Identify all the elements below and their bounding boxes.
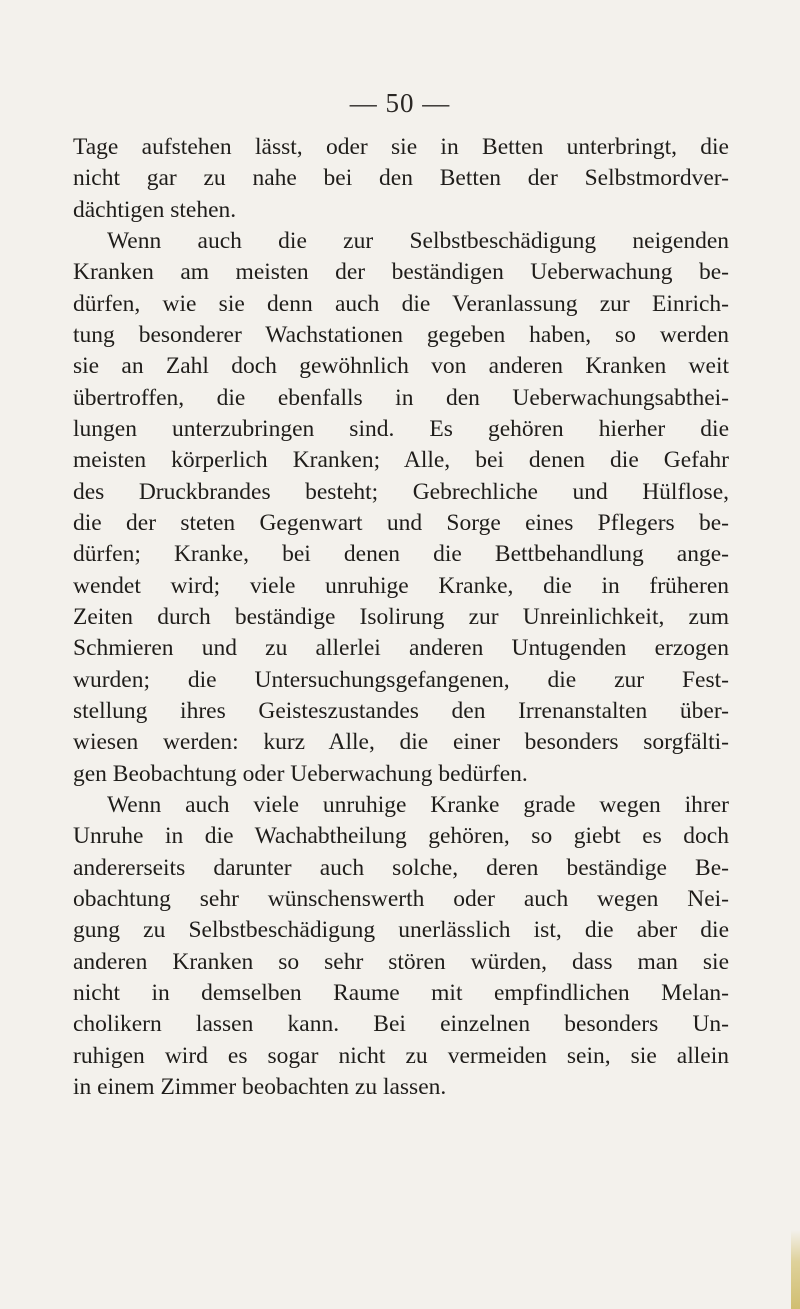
text-line: Schmieren und zu allerlei anderen Untugenden erzogen bbox=[73, 635, 729, 662]
text-line: Wenn auch viele unruhige Kranke grade wegen ihrer bbox=[107, 791, 729, 818]
text-line: nicht in demselben Raume mit empfindlichen Melan- bbox=[73, 979, 729, 1006]
text-line: meisten körperlich Kranken; Alle, bei denen die Gefahr bbox=[73, 447, 729, 474]
text-line: dürfen, wie sie denn auch die Veranlassung zur Einrich- bbox=[73, 290, 729, 317]
text-line: tung besonderer Wachstationen gegeben haben, so werden bbox=[73, 321, 729, 348]
text-line: anderen Kranken so sehr stören würden, dass man sie bbox=[73, 948, 729, 975]
text-line: gen Beobachtung oder Ueberwachung bedürfen. bbox=[73, 760, 528, 787]
text-line: übertroffen, die ebenfalls in den Ueberwachungsabthei- bbox=[73, 384, 729, 411]
text-line: in einem Zimmer beobachten zu lassen. bbox=[73, 1073, 447, 1100]
text-line: Tage aufstehen lässt, oder sie in Betten unterbringt, die bbox=[73, 134, 729, 160]
text-line: lungen unterzubringen sind. Es gehören hierher die bbox=[73, 415, 729, 442]
text-line: des Druckbrandes besteht; Gebrechliche und Hülflose, bbox=[73, 478, 729, 505]
text-line: dächtigen stehen. bbox=[73, 196, 237, 223]
text-line: gung zu Selbstbeschädigung unerlässlich ist, die aber die bbox=[73, 917, 729, 944]
text-line: Wenn auch die zur Selbstbeschädigung neigenden bbox=[107, 227, 729, 254]
text-line: wiesen werden: kurz Alle, die einer besonders sorgfälti- bbox=[73, 729, 729, 756]
text-line: die der steten Gegenwart und Sorge eines Pflegers be- bbox=[73, 509, 729, 536]
text-line: cholikern lassen kann. Bei einzelnen besonders Un- bbox=[73, 1011, 729, 1038]
page-edge-stain bbox=[791, 1230, 800, 1309]
text-line: dürfen; Kranke, bei denen die Bettbehandlung ange- bbox=[73, 541, 729, 568]
text-line: nicht gar zu nahe bei den Betten der Selbstmordver- bbox=[73, 165, 729, 192]
text-line: andererseits darunter auch solche, deren beständige Be- bbox=[73, 854, 729, 881]
text-line: Unruhe in die Wachabtheilung gehören, so giebt es doch bbox=[73, 823, 729, 850]
text-line: Kranken am meisten der beständigen Ueberwachung be- bbox=[73, 259, 729, 286]
text-line: sie an Zahl doch gewöhnlich von anderen Kranken weit bbox=[73, 353, 729, 380]
text-line: stellung ihres Geisteszustandes den Irrenanstalten über- bbox=[73, 697, 729, 724]
page-number: — 50 — bbox=[349, 88, 451, 118]
text-line: obachtung sehr wünschenswerth oder auch wegen Nei- bbox=[73, 885, 729, 912]
text-line: ruhigen wird es sogar nicht zu vermeiden sein, sie allein bbox=[73, 1042, 729, 1069]
text-line: Zeiten durch beständige Isolirung zur Unreinlichkeit, zum bbox=[73, 603, 729, 630]
text-line: wendet wird; viele unruhige Kranke, die in früheren bbox=[73, 572, 729, 599]
text-line: wurden; die Untersuchungsgefangenen, die zur Fest- bbox=[73, 666, 729, 693]
body-text bbox=[73, 132, 729, 1103]
